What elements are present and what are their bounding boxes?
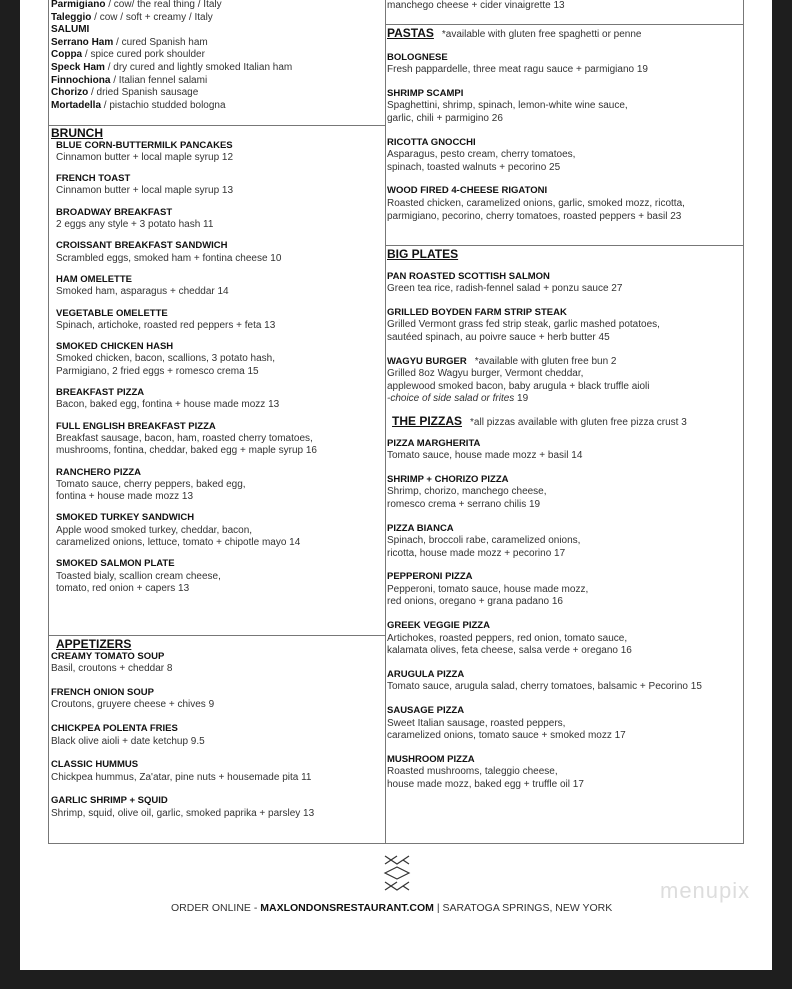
menu-item bbox=[387, 438, 742, 463]
menu-item bbox=[387, 754, 742, 792]
item-name: CREAMY TOMATO SOUP bbox=[51, 650, 165, 662]
menu-item bbox=[387, 571, 742, 609]
item-description: romesco crema + serrano chilis 19 bbox=[387, 498, 541, 510]
salad-tail: manchego cheese + cider vinaigrette 13 bbox=[387, 0, 565, 11]
cheese-salumi-line bbox=[51, 0, 292, 12]
item-description: parmigiano, pecorino, cherry tomatoes, roasted peppers + basil 23 bbox=[387, 210, 682, 222]
cheese-salumi-line bbox=[51, 100, 292, 113]
item-description: Fresh pappardelle, three meat ragu sauce + parmigiano 19 bbox=[387, 64, 648, 76]
item-description: Toasted bialy, scallion cream cheese, bbox=[56, 570, 221, 582]
menu-item bbox=[56, 341, 381, 378]
item-name: PIZZA MARGHERITA bbox=[387, 437, 481, 449]
menu-item bbox=[56, 240, 381, 265]
line-desc: / dried Spanish sausage bbox=[88, 87, 199, 99]
item-description: red onions, oregano + grana padano 16 bbox=[387, 596, 563, 608]
item-description: Sweet Italian sausage, roasted peppers, bbox=[387, 717, 566, 729]
item-name: SHRIMP + CHORIZO PIZZA bbox=[387, 473, 509, 485]
item-description: caramelized onions, tomato sauce + smoked mozz 17 bbox=[387, 730, 626, 742]
item-name: BROADWAY BREAKFAST bbox=[56, 206, 173, 218]
item-name: CLASSIC HUMMUS bbox=[51, 759, 139, 771]
item-description: Smoked ham, asparagus + cheddar 14 bbox=[56, 286, 229, 298]
item-description: caramelized onions, lettuce, tomato + chipotle mayo 14 bbox=[56, 537, 301, 549]
footer-prefix: ORDER ONLINE - bbox=[171, 902, 261, 914]
line-desc: / Italian fennel salami bbox=[110, 74, 208, 86]
item-name: WOOD FIRED 4-CHEESE RIGATONI bbox=[387, 185, 548, 197]
item-description: fontina + house made mozz 13 bbox=[56, 491, 194, 503]
item-description: Tomato sauce, house made mozz + basil 14 bbox=[387, 450, 583, 462]
item-name: GREEK VEGGIE PIZZA bbox=[387, 620, 490, 632]
line-desc: / cow/ the real thing / Italy bbox=[105, 0, 222, 10]
cheese-salumi-list bbox=[51, 0, 292, 112]
item-description: Black olive aioli + date ketchup 9.5 bbox=[51, 735, 205, 747]
cheese-salumi-line bbox=[51, 37, 292, 50]
line-name: Chorizo bbox=[51, 87, 89, 99]
cheese-salumi-line bbox=[51, 62, 292, 75]
item-description: Grilled Vermont grass fed strip steak, garlic mashed potatoes, bbox=[387, 319, 660, 331]
line-name: Mortadella bbox=[51, 99, 102, 111]
menu-item bbox=[387, 307, 742, 345]
pizzas-heading: THE PIZZAS bbox=[392, 413, 463, 428]
item-description: Grilled 8oz Wagyu burger, Vermont cheddar, bbox=[387, 368, 584, 380]
pastas-note: *available with gluten free spaghetti or penne bbox=[441, 29, 642, 40]
item-name: VEGETABLE OMELETTE bbox=[56, 307, 168, 319]
item-name: RICOTTA GNOCCHI bbox=[387, 136, 476, 148]
menu-item bbox=[387, 705, 742, 743]
menu-item bbox=[56, 512, 381, 549]
item-description: Shrimp, squid, olive oil, garlic, smoked paprika + parsley 13 bbox=[51, 807, 315, 819]
menu-item bbox=[56, 173, 381, 198]
line-desc: / pistachio studded bologna bbox=[101, 99, 226, 111]
menu-item bbox=[56, 140, 381, 165]
pastas-section bbox=[387, 27, 742, 234]
menu-item bbox=[56, 467, 381, 504]
cheese-salumi-line bbox=[51, 12, 292, 25]
line-name: Parmigiano bbox=[51, 0, 106, 10]
item-description: Tomato sauce, cherry peppers, baked egg, bbox=[56, 478, 246, 490]
item-name: PEPPERONI PIZZA bbox=[387, 571, 473, 583]
item-description: Spinach, broccoli rabe, caramelized onions, bbox=[387, 535, 581, 547]
menu-item bbox=[387, 88, 742, 126]
line-name: Speck Ham bbox=[51, 61, 105, 73]
menu-item bbox=[56, 207, 381, 232]
item-description: Croutons, gruyere cheese + chives 9 bbox=[51, 699, 215, 711]
cheese-salumi-line bbox=[51, 49, 292, 62]
pastas-heading: PASTAS bbox=[387, 26, 434, 40]
menu-item bbox=[51, 795, 381, 820]
item-description: mushrooms, fontina, cheddar, baked egg + maple syrup 16 bbox=[56, 445, 317, 457]
line-desc: / dry cured and lightly smoked Italian ham bbox=[104, 61, 293, 73]
item-description: 2 eggs any style + 3 potato hash 11 bbox=[56, 219, 214, 231]
line-name: Finnochiona bbox=[51, 74, 111, 86]
item-description: Artichokes, roasted peppers, red onion, tomato sauce, bbox=[387, 632, 628, 644]
item-description: Chickpea hummus, Za'atar, pine nuts + housemade pita 11 bbox=[51, 771, 312, 783]
item-name: BREAKFAST PIZZA bbox=[56, 387, 145, 399]
item-description: garlic, chili + parmigino 26 bbox=[387, 112, 503, 124]
menu-item bbox=[387, 271, 742, 296]
pizzas-note: *all pizzas available with gluten free pizza crust 3 bbox=[470, 416, 687, 428]
item-description: Basil, croutons + cheddar 8 bbox=[51, 663, 173, 675]
item-description: Green tea rice, radish-fennel salad + ponzu sauce 27 bbox=[387, 283, 623, 295]
item-description: ricotta, house made mozz + pecorino 17 bbox=[387, 547, 566, 559]
cheese-salumi-line bbox=[51, 87, 292, 100]
item-description: Asparagus, pesto cream, cherry tomatoes, bbox=[387, 149, 576, 161]
item-price: 19 bbox=[514, 393, 529, 405]
item-name: SHRIMP SCAMPI bbox=[387, 87, 464, 99]
menu-item bbox=[56, 274, 381, 299]
big-plates-heading: BIG PLATES bbox=[387, 247, 459, 261]
item-description: Cinnamon butter + local maple syrup 12 bbox=[56, 151, 234, 163]
item-description: applewood smoked bacon, baby arugula + black truffle aioli bbox=[387, 380, 650, 392]
item-note: *available with gluten free bun 2 bbox=[474, 355, 617, 367]
item-name: FULL ENGLISH BREAKFAST PIZZA bbox=[56, 420, 216, 432]
menu-item bbox=[387, 669, 742, 694]
item-name: RANCHERO PIZZA bbox=[56, 466, 141, 478]
brunch-section bbox=[51, 127, 381, 604]
item-choice: -choice of side salad or frites bbox=[387, 393, 515, 405]
item-description: Shrimp, chorizo, manchego cheese, bbox=[387, 486, 547, 498]
brunch-heading: BRUNCH bbox=[51, 126, 103, 140]
menu-item bbox=[51, 723, 381, 748]
item-name: MUSHROOM PIZZA bbox=[387, 753, 475, 765]
menu-item bbox=[56, 308, 381, 333]
item-name: SMOKED TURKEY SANDWICH bbox=[56, 512, 195, 524]
menu-item bbox=[387, 620, 742, 658]
item-description: Apple wood smoked turkey, cheddar, bacon, bbox=[56, 524, 253, 536]
item-description: Pepperoni, tomato sauce, house made mozz, bbox=[387, 583, 589, 595]
item-name: BLUE CORN-BUTTERMILK PANCAKES bbox=[56, 139, 233, 151]
item-description: Cinnamon butter + local maple syrup 13 bbox=[56, 185, 234, 197]
cheese-salumi-line bbox=[51, 24, 292, 37]
menu-item bbox=[387, 474, 742, 512]
item-description: Parmigiano, 2 fried eggs + romesco crema 15 bbox=[56, 365, 259, 377]
item-description: sautéed spinach, au poivre sauce + herb butter 45 bbox=[387, 331, 610, 343]
item-description: Bacon, baked egg, fontina + house made mozz 13 bbox=[56, 399, 280, 411]
line-name: Serrano Ham bbox=[51, 36, 114, 48]
item-name: ARUGULA PIZZA bbox=[387, 668, 465, 680]
item-description: Spaghettini, shrimp, spinach, lemon-white wine sauce, bbox=[387, 100, 628, 112]
item-description: spinach, toasted walnuts + pecorino 25 bbox=[387, 161, 561, 173]
menu-item bbox=[56, 421, 381, 458]
menu-item bbox=[387, 356, 742, 406]
item-description: Breakfast sausage, bacon, ham, roasted cherry tomatoes, bbox=[56, 432, 313, 444]
item-name: SMOKED CHICKEN HASH bbox=[56, 341, 174, 353]
item-description: Scrambled eggs, smoked ham + fontina cheese 10 bbox=[56, 252, 282, 264]
line-desc: / spice cured pork shoulder bbox=[82, 49, 205, 61]
big-plates-section bbox=[387, 248, 742, 803]
menu-item bbox=[387, 523, 742, 561]
line-name: SALUMI bbox=[51, 24, 90, 36]
menu-item bbox=[51, 687, 381, 712]
item-name: PIZZA BIANCA bbox=[387, 522, 454, 534]
menu-item bbox=[387, 52, 742, 77]
footer-location: | SARATOGA SPRINGS, NEW YORK bbox=[433, 902, 613, 914]
watermark: menupix bbox=[660, 878, 751, 903]
menu-item bbox=[51, 651, 381, 676]
menu-page bbox=[20, 0, 772, 970]
menu-item bbox=[56, 558, 381, 595]
line-desc: / cow / soft + creamy / Italy bbox=[91, 11, 213, 23]
line-name: Coppa bbox=[51, 49, 83, 61]
item-name: BOLOGNESE bbox=[387, 51, 448, 63]
menu-item bbox=[51, 759, 381, 784]
item-name: WAGYU BURGER bbox=[387, 355, 467, 367]
item-description: Smoked chicken, bacon, scallions, 3 potato hash, bbox=[56, 353, 276, 365]
menu-item bbox=[56, 387, 381, 412]
menu-item bbox=[387, 185, 742, 223]
item-name: HAM OMELETTE bbox=[56, 273, 132, 285]
line-name: Taleggio bbox=[51, 11, 92, 23]
item-name: SMOKED SALMON PLATE bbox=[56, 558, 175, 570]
menu-item bbox=[387, 137, 742, 175]
item-name: SAUSAGE PIZZA bbox=[387, 705, 465, 717]
item-name: GARLIC SHRIMP + SQUID bbox=[51, 795, 168, 807]
item-description: Spinach, artichoke, roasted red peppers + feta 13 bbox=[56, 319, 276, 331]
item-description: Tomato sauce, arugula salad, cherry tomatoes, balsamic + Pecorino 15 bbox=[387, 681, 702, 693]
item-description: house made mozz, baked egg + truffle oil 17 bbox=[387, 779, 584, 790]
item-name: FRENCH TOAST bbox=[56, 173, 131, 185]
cheese-salumi-line bbox=[51, 75, 292, 88]
item-name: FRENCH ONION SOUP bbox=[51, 686, 154, 698]
item-name: PAN ROASTED SCOTTISH SALMON bbox=[387, 270, 550, 282]
website-link[interactable]: MAXLONDONSRESTAURANT.COM bbox=[260, 902, 434, 914]
max-londons-logo bbox=[383, 853, 411, 897]
item-description: kalamata olives, feta cheese, salsa verde + oregano 16 bbox=[387, 645, 632, 657]
item-description: tomato, red onion + capers 13 bbox=[56, 582, 190, 594]
appetizers-heading: APPETIZERS bbox=[56, 637, 132, 651]
item-description: Roasted mushrooms, taleggio cheese, bbox=[387, 766, 558, 778]
appetizers-section bbox=[51, 638, 381, 832]
item-name: CHICKPEA POLENTA FRIES bbox=[51, 722, 178, 734]
item-description: Roasted chicken, caramelized onions, garlic, smoked mozz, ricotta, bbox=[387, 197, 685, 209]
line-desc: / cured Spanish ham bbox=[113, 36, 208, 48]
item-name: CROISSANT BREAKFAST SANDWICH bbox=[56, 240, 228, 252]
item-name: GRILLED BOYDEN FARM STRIP STEAK bbox=[387, 306, 567, 318]
